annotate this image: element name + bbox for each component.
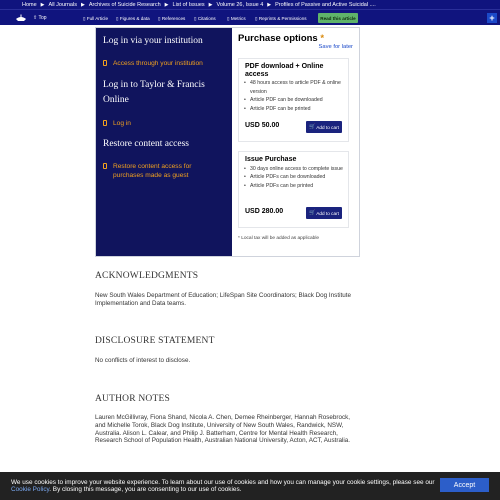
institution-icon [103, 60, 107, 66]
option-title: PDF download + Online access [245, 63, 324, 78]
login-label: Log in [113, 120, 131, 127]
breadcrumb-separator: ▶ [164, 1, 169, 8]
copy-icon: ▯ [255, 16, 259, 21]
breadcrumb-article: Profiles of Passive and Active Suicidal .... [275, 1, 376, 8]
tab-label: Full Article [86, 16, 108, 21]
restore-icon [103, 163, 107, 169]
access-institution-label: Access through your institution [113, 60, 203, 67]
acknowledgments-heading: ACKNOWLEDGMENTS [95, 271, 199, 281]
restore-access-heading: Restore content access [103, 139, 189, 149]
cookie-policy-link[interactable]: Cookie Policy [11, 486, 50, 493]
institution-login-heading: Log in via your institution [103, 36, 203, 46]
tab-label: Figures & data [119, 16, 150, 21]
option-feature: • Article PDF can be downloaded [244, 96, 348, 105]
list-icon: ▯ [158, 16, 162, 21]
tab-label: Metrics [230, 16, 246, 21]
purchase-panel [232, 28, 359, 256]
option-features [239, 78, 348, 113]
read-article-button[interactable]: Read this article [318, 13, 358, 23]
cookie-message [11, 479, 441, 493]
access-panel [95, 27, 360, 257]
breadcrumb-separator: ▶ [208, 1, 213, 8]
plus-icon[interactable]: + [487, 13, 497, 23]
breadcrumb-list-of-issues[interactable]: List of Issues [172, 1, 205, 8]
acknowledgments-text: New South Wales Department of Education; LifeSpan Site Coordinators; Black Dog Institute Implementation and Data teams. [95, 292, 351, 307]
option-price: USD 280.00 [245, 208, 284, 215]
tab-full-article[interactable] [83, 16, 108, 22]
option-feature: • 30 days online access to complete issue [244, 165, 348, 174]
option-features [239, 164, 348, 191]
tab-label: References [161, 16, 186, 21]
cookie-text-before: We use cookies to improve your website experience. To learn about our use of cookies and how you can manage your cookie settings, please see our [11, 479, 435, 486]
purchase-option-issue [238, 151, 349, 228]
document-icon: ▯ [83, 16, 87, 21]
tab-figures-data[interactable] [116, 16, 150, 22]
purchase-option-pdf [238, 58, 349, 142]
add-to-cart-button[interactable] [306, 121, 342, 133]
image-icon: ▯ [116, 16, 120, 21]
cart-icon: 🛒 [309, 210, 316, 216]
disclosure-text: No conflicts of interest to disclose. [95, 357, 191, 364]
option-feature: • Article PDF can be printed [244, 105, 348, 114]
tab-references[interactable] [158, 16, 185, 22]
option-feature: • Article PDFs can be printed [244, 182, 348, 191]
option-feature: • 48 hours access to article PDF & online version [244, 79, 348, 96]
breadcrumb-issue[interactable]: Volume 26, Issue 4 [216, 1, 264, 8]
breadcrumb-separator: ▶ [40, 1, 45, 8]
option-title: Issue Purchase [245, 156, 297, 163]
option-price: USD 50.00 [245, 122, 280, 129]
add-to-cart-label: Add to cart [316, 124, 339, 130]
login-panel [96, 28, 232, 256]
login-link[interactable] [103, 119, 131, 128]
tab-reprints-permissions[interactable] [255, 16, 307, 22]
disclosure-heading: DISCLOSURE STATEMENT [95, 336, 215, 346]
tab-label: Citations [197, 16, 216, 21]
cart-icon: 🛒 [309, 124, 316, 130]
tax-asterisk: * [320, 33, 325, 44]
option-feature: • Article PDFs can be downloaded [244, 173, 348, 182]
save-for-later-link[interactable]: Save for later [318, 44, 353, 50]
breadcrumb-separator: ▶ [80, 1, 85, 8]
tax-note: * Local tax will be added as applicable [238, 236, 320, 241]
add-to-cart-label: Add to cart [316, 210, 339, 216]
cookie-banner [0, 472, 500, 500]
breadcrumb-home[interactable]: Home [22, 1, 37, 8]
back-to-top-link[interactable] [33, 15, 47, 21]
purchase-title-text: Purchase options [238, 33, 318, 44]
breadcrumb-all-journals[interactable]: All Journals [48, 1, 77, 8]
tab-metrics[interactable] [227, 16, 246, 22]
restore-access-label: Restore content access for purchases made as guest [113, 163, 192, 179]
chart-icon: ▯ [227, 16, 231, 21]
breadcrumb [0, 0, 500, 9]
restore-access-link[interactable] [103, 162, 221, 180]
quote-icon: ▯ [194, 16, 198, 21]
login-icon [103, 120, 107, 126]
author-notes-heading: AUTHOR NOTES [95, 394, 170, 404]
accept-cookies-button[interactable]: Accept [440, 478, 489, 492]
article-toolbar [0, 9, 500, 25]
tf-login-heading: Log in to Taylor & Francis Online [103, 80, 205, 105]
author-notes-text: Lauren McGillivray, Fiona Shand, Nicola A. Chen, Demee Rheinberger, Hannah Rosebrock, and Michelle Torok, Black Dog Institute, University of New South Wales, Randwick, NSW, Australia. Alison L. Calear, and Philip J. Batterham, Centre for Mental Health Research, Research School of Population Health, Australian National University, Acton, ACT, Australia. [95, 414, 351, 445]
breadcrumb-separator: ▶ [267, 1, 272, 8]
tab-citations[interactable] [194, 16, 216, 22]
breadcrumb-journal[interactable]: Archives of Suicide Research [88, 1, 161, 8]
publisher-logo-icon[interactable] [15, 14, 27, 22]
top-label: Top [38, 15, 47, 21]
purchase-options-title [238, 33, 324, 44]
arrow-up-icon: ⇧ [33, 15, 39, 21]
cookie-text-after: . By closing this message, you are consenting to our use of cookies. [49, 486, 242, 493]
add-to-cart-button[interactable] [306, 207, 342, 219]
tab-label: Reprints & Permissions [258, 16, 307, 21]
access-institution-link[interactable] [103, 59, 203, 68]
